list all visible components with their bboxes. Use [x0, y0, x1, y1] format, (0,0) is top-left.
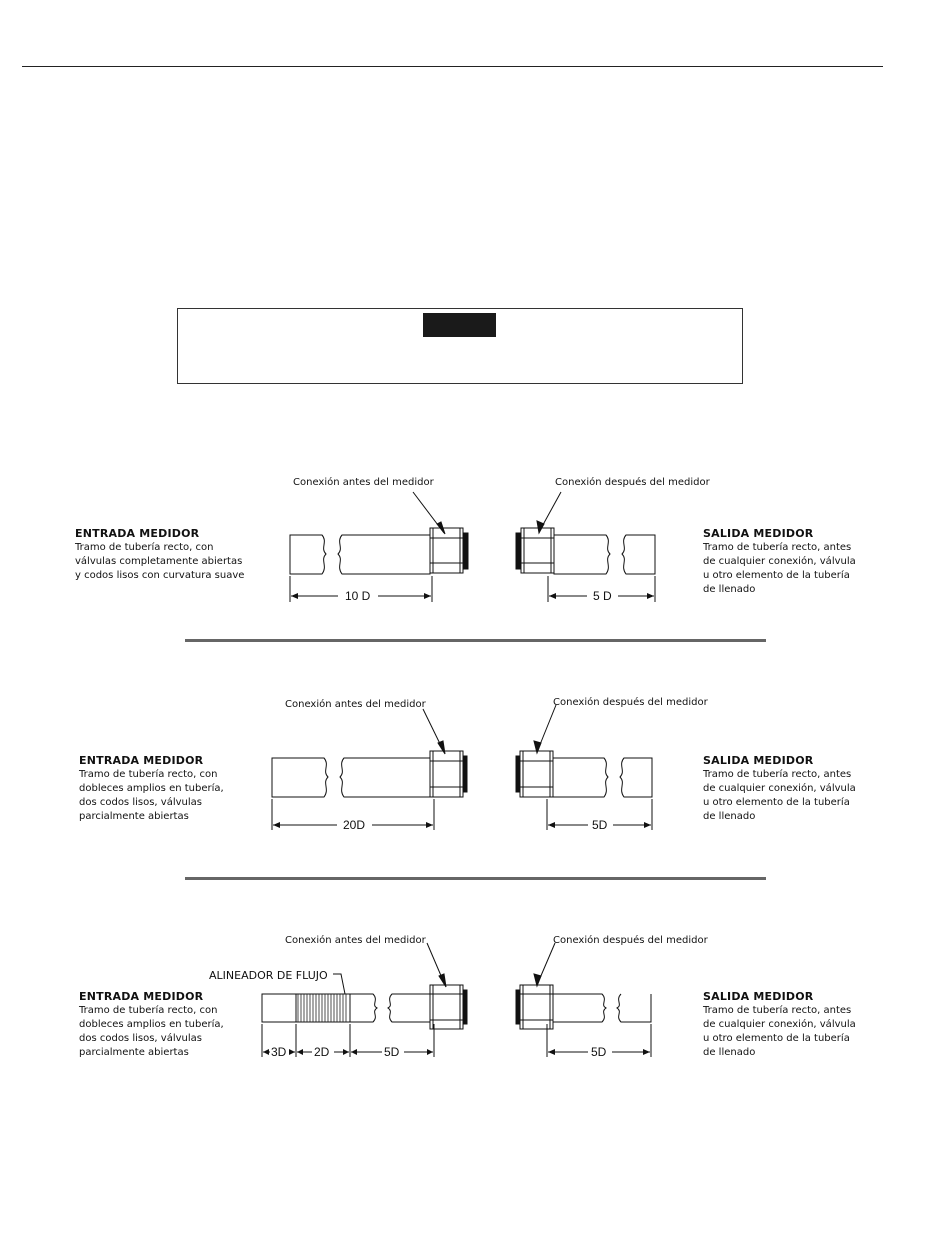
dimension-2d: 2D: [314, 1045, 330, 1059]
section-separator: [185, 877, 766, 880]
pipe-diagram-3: [0, 930, 950, 1090]
inlet-fitting: [430, 985, 463, 1029]
outlet-description: Tramo de tubería recto, antes de cualquier conexión, válvula u otro elemento de la tubería de llenado: [703, 542, 856, 595]
inlet-title: ENTRADA MEDIDOR: [75, 527, 200, 540]
dimension-outlet: 5D: [592, 818, 608, 832]
outlet-title: SALIDA MEDIDOR: [703, 990, 814, 1003]
inlet-pipe-segment: [388, 994, 430, 1022]
dimension-5d: 5D: [384, 1045, 400, 1059]
callout-before-meter: Conexión antes del medidor: [285, 699, 426, 710]
outlet-pipe-segment: [553, 994, 606, 1022]
outlet-description: Tramo de tubería recto, antes de cualquier conexión, válvula u otro elemento de la tubería de llenado: [703, 1005, 856, 1058]
pipe-diagram-1: [0, 480, 950, 640]
inlet-title: ENTRADA MEDIDOR: [79, 754, 204, 767]
outlet-gasket: [516, 756, 520, 792]
callout-after-meter: Conexión después del medidor: [553, 697, 708, 708]
inlet-pipe-segment: [338, 535, 430, 574]
inlet-gasket: [463, 533, 468, 569]
outlet-fitting: [520, 985, 553, 1029]
inlet-gasket: [463, 990, 467, 1024]
outlet-description: Tramo de tubería recto, antes de cualquier conexión, válvula u otro elemento de la tubería de llenado: [703, 769, 856, 822]
header-rule: [22, 66, 883, 67]
flow-aligner-label: ALINEADOR DE FLUJO: [209, 969, 328, 982]
outlet-title: SALIDA MEDIDOR: [703, 754, 814, 767]
outlet-title: SALIDA MEDIDOR: [703, 527, 814, 540]
inlet-pipe-segment: [262, 994, 296, 1022]
inlet-title: ENTRADA MEDIDOR: [79, 990, 204, 1003]
outlet-gasket: [516, 990, 520, 1024]
inlet-pipe-segment: [350, 994, 377, 1022]
outlet-pipe-segment: [617, 994, 651, 1022]
callout-after-meter: Conexión después del medidor: [553, 935, 708, 946]
notice-box: [177, 308, 743, 384]
flow-aligner-hatching: [298, 994, 346, 1022]
dimension-inlet: 20D: [343, 818, 366, 832]
inlet-gasket: [463, 756, 467, 792]
dimension-3d: 3D: [271, 1045, 287, 1059]
flow-aligner-leader: [333, 974, 345, 994]
inlet-pipe-segment: [272, 758, 328, 797]
inlet-description: Tramo de tubería recto, con dobleces amplios en tubería, dos codos lisos, válvulas parcialmente abiertas: [79, 1005, 224, 1058]
outlet-pipe-segment: [620, 758, 652, 797]
inlet-fitting: [430, 751, 463, 797]
inlet-pipe-segment: [340, 758, 430, 797]
dimension-outlet: 5D: [591, 1045, 607, 1059]
outlet-fitting: [520, 751, 553, 797]
outlet-pipe-segment: [622, 535, 655, 574]
dimension-inlet: 10 D: [345, 589, 371, 603]
outlet-pipe-segment: [553, 758, 608, 797]
notice-badge: [423, 313, 496, 337]
inlet-fitting: [430, 528, 463, 573]
dimension-outlet: 5 D: [593, 589, 612, 603]
outlet-fitting: [521, 528, 554, 573]
inlet-pipe-segment: [290, 535, 326, 574]
callout-after-meter: Conexión después del medidor: [555, 477, 710, 488]
outlet-pipe-segment: [554, 535, 610, 574]
callout-before-meter: Conexión antes del medidor: [285, 935, 426, 946]
inlet-description: Tramo de tubería recto, con válvulas completamente abiertas y codos lisos con curvatura suave: [75, 542, 245, 581]
callout-before-meter: Conexión antes del medidor: [293, 477, 434, 488]
outlet-gasket: [516, 533, 521, 569]
inlet-description: Tramo de tubería recto, con dobleces amplios en tubería, dos codos lisos, válvulas parcialmente abiertas: [79, 769, 224, 822]
pipe-diagram-2: [0, 700, 950, 860]
section-separator: [185, 639, 766, 642]
